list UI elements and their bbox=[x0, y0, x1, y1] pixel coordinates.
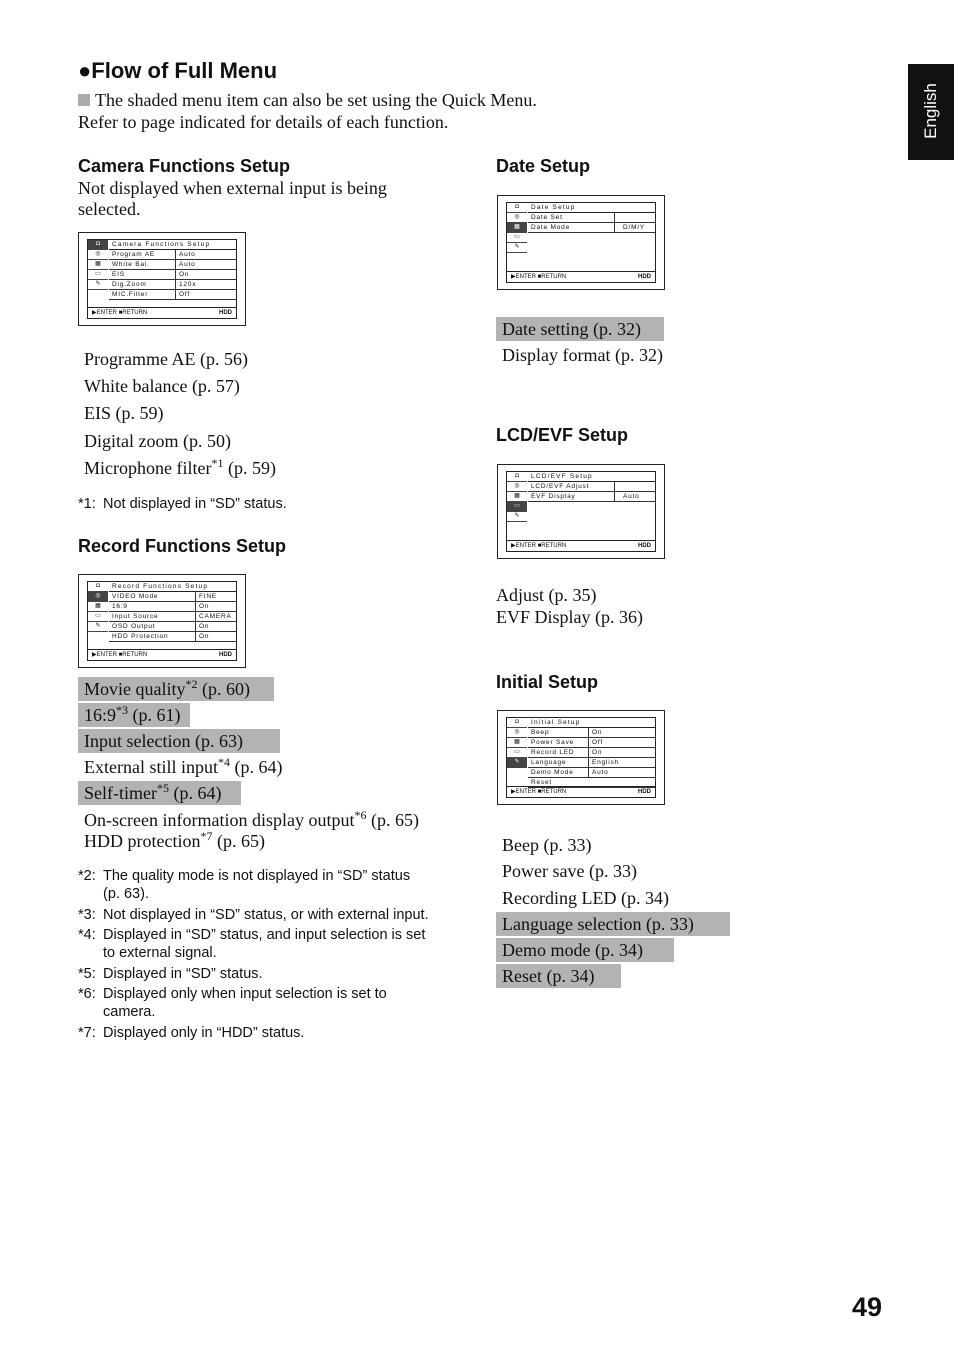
record-icon: ◎ bbox=[507, 728, 527, 738]
screen-row: OSD Output On bbox=[109, 622, 236, 632]
camera-item: Programme AE (p. 56) bbox=[84, 349, 248, 369]
camera-item: White balance (p. 57) bbox=[84, 376, 240, 396]
footnote: *1: Not displayed in “SD” status. bbox=[78, 496, 287, 512]
screen-row: Reset bbox=[528, 778, 655, 788]
record-item-external-still: External still input$^{*4}$ (p. 64) bbox=[84, 755, 283, 777]
record-item-input-selection: Input selection (p. 63) bbox=[78, 729, 280, 753]
date-item-display-format: Display format (p. 32) bbox=[502, 345, 663, 365]
camera-item-mic: Microphone filter$^{*1}$ (p. 59) bbox=[84, 456, 276, 478]
record-heading: Record Functions Setup bbox=[78, 536, 287, 556]
camera-desc: Not displayed when external input is being selected. bbox=[78, 178, 387, 219]
page-number: 49 bbox=[852, 1292, 883, 1322]
screen-row: Record LED On bbox=[528, 748, 655, 758]
screen-row: Language English bbox=[528, 758, 655, 768]
record-item-osd-output: On-screen information display output$^{*6}$ (p. 65) bbox=[84, 808, 419, 830]
record-screen bbox=[78, 574, 246, 668]
date-icon: ▦ bbox=[507, 223, 527, 233]
initial-item-recording-led: Recording LED (p. 34) bbox=[502, 888, 669, 908]
wrench-icon: ✎ bbox=[507, 758, 527, 768]
hdd-icon: HDD bbox=[219, 310, 232, 316]
lcd-icon: ▭ bbox=[507, 502, 527, 512]
wrench-icon: ✎ bbox=[88, 280, 108, 290]
footnote: *3: Not displayed in “SD” status, or with external input. bbox=[78, 907, 429, 923]
lcd-icon: ▭ bbox=[507, 748, 527, 758]
screen-row: EIS On bbox=[109, 270, 236, 280]
menu-tab-icons bbox=[88, 582, 108, 632]
screen-row: Date Set bbox=[528, 213, 655, 223]
screen-footer: ▶ENTER ■RETURN HDD bbox=[507, 540, 655, 551]
footnote: *6: Displayed only when input selection is set to camera. bbox=[78, 986, 387, 1020]
footnote: *5: Displayed in “SD” status. bbox=[78, 966, 263, 982]
date-screen bbox=[497, 195, 665, 290]
lcd-icon: ▭ bbox=[88, 612, 108, 622]
lcd-heading: LCD/EVF Setup bbox=[496, 425, 629, 445]
screen-footer: ▶ENTER ■RETURN HDD bbox=[88, 649, 236, 660]
screen-row: White Bal. Auto bbox=[109, 260, 236, 270]
wrench-icon: ✎ bbox=[507, 243, 527, 253]
screen-row: EVF Display Auto bbox=[528, 492, 655, 502]
screen-row: Demo Mode Auto bbox=[528, 768, 655, 778]
menu-tab-icons bbox=[507, 472, 527, 522]
record-item-self-timer: Self-timer$^{*5}$ (p. 64) bbox=[78, 781, 241, 805]
intro-note: The shaded menu item can also be set using the Quick Menu. Refer to page indicated for details of each function. bbox=[78, 90, 537, 132]
date-icon: ▦ bbox=[507, 492, 527, 502]
language-tab: English bbox=[908, 64, 954, 160]
screen-header: Initial Setup bbox=[528, 718, 655, 728]
screen-footer: ▶ENTER ■RETURN HDD bbox=[507, 786, 655, 797]
menu-tab-icons bbox=[88, 240, 108, 290]
screen-row: Beep On bbox=[528, 728, 655, 738]
screen-row: Program AE Auto bbox=[109, 250, 236, 260]
screen-header: LCD/EVF Setup bbox=[528, 472, 655, 482]
date-icon: ▦ bbox=[88, 260, 108, 270]
date-item-date-setting: Date setting (p. 32) bbox=[496, 317, 664, 341]
screen-row: VIDEO Mode FINE bbox=[109, 592, 236, 602]
date-icon: ▦ bbox=[507, 738, 527, 748]
initial-item-demo-mode: Demo mode (p. 34) bbox=[496, 938, 674, 962]
page-title: ●Flow of Full Menu bbox=[78, 58, 278, 83]
menu-tab-icons bbox=[507, 718, 527, 768]
camera-icon: ◘ bbox=[507, 472, 527, 482]
screen-row: LCD/EVF Adjust bbox=[528, 482, 655, 492]
record-icon: ◎ bbox=[88, 250, 108, 260]
wrench-icon: ✎ bbox=[88, 622, 108, 632]
initial-item-beep: Beep (p. 33) bbox=[502, 835, 592, 855]
footnote: *4: Displayed in “SD” status, and input selection is set to external signal. bbox=[78, 927, 426, 961]
hdd-icon: HDD bbox=[638, 543, 651, 549]
wrench-icon: ✎ bbox=[507, 512, 527, 522]
initial-heading: Initial Setup bbox=[496, 672, 599, 692]
record-item-16-9: 16:9$^{*3}$ (p. 61) bbox=[78, 703, 190, 727]
record-icon: ◎ bbox=[88, 592, 108, 602]
initial-screen bbox=[497, 710, 665, 805]
screen-header: Date Setup bbox=[528, 203, 655, 213]
screen-row: Power Save Off bbox=[528, 738, 655, 748]
hdd-icon: HDD bbox=[638, 274, 651, 280]
record-icon: ◎ bbox=[507, 482, 527, 492]
camera-icon: ◘ bbox=[507, 203, 527, 213]
screen-row: HDD Protection On bbox=[109, 632, 236, 642]
initial-item-power-save: Power save (p. 33) bbox=[502, 861, 637, 881]
screen-row: 16:9 On bbox=[109, 602, 236, 612]
lcd-icon: ▭ bbox=[88, 270, 108, 280]
camera-screen bbox=[78, 232, 246, 326]
date-icon: ▦ bbox=[88, 602, 108, 612]
lcd-item-adjust: Adjust (p. 35) bbox=[496, 585, 597, 605]
screen-footer: ▶ENTER ■RETURN HDD bbox=[88, 307, 236, 318]
footnote: *7: Displayed only in “HDD” status. bbox=[78, 1025, 305, 1041]
screen-header: Camera Functions Setup bbox=[109, 240, 236, 250]
record-item-movie-quality: Movie quality$^{*2}$ (p. 60) bbox=[78, 677, 274, 701]
screen-row: Input Source CAMERA bbox=[109, 612, 236, 622]
footnote: *2: The quality mode is not displayed in “SD” status (p. 63). bbox=[78, 868, 411, 902]
initial-item-language: Language selection (p. 33) bbox=[496, 912, 730, 936]
screen-header: Record Functions Setup bbox=[109, 582, 236, 592]
camera-item: Digital zoom (p. 50) bbox=[84, 431, 231, 451]
lcd-icon: ▭ bbox=[507, 233, 527, 243]
camera-icon: ◘ bbox=[88, 240, 108, 250]
hdd-icon: HDD bbox=[638, 789, 651, 795]
screen-row: Date Mode D/M/Y bbox=[528, 223, 655, 233]
date-heading: Date Setup bbox=[496, 156, 591, 176]
camera-heading: Camera Functions Setup bbox=[78, 156, 291, 176]
screen-row: MIC.Filter Off bbox=[109, 290, 236, 300]
lcd-screen bbox=[497, 464, 665, 559]
hdd-icon: HDD bbox=[219, 652, 232, 658]
screen-row: Dig.Zoom 120x bbox=[109, 280, 236, 290]
record-item-hdd-protection: HDD protection$^{*7}$ (p. 65) bbox=[84, 829, 265, 851]
screen-footer: ▶ENTER ■RETURN HDD bbox=[507, 271, 655, 282]
record-icon: ◎ bbox=[507, 213, 527, 223]
shaded-square-icon bbox=[78, 94, 90, 106]
menu-tab-icons bbox=[507, 203, 527, 253]
camera-icon: ◘ bbox=[507, 718, 527, 728]
camera-item: EIS (p. 59) bbox=[84, 403, 164, 423]
camera-icon: ◘ bbox=[88, 582, 108, 592]
initial-item-reset: Reset (p. 34) bbox=[496, 964, 621, 988]
lcd-item-evf-display: EVF Display (p. 36) bbox=[496, 607, 643, 627]
